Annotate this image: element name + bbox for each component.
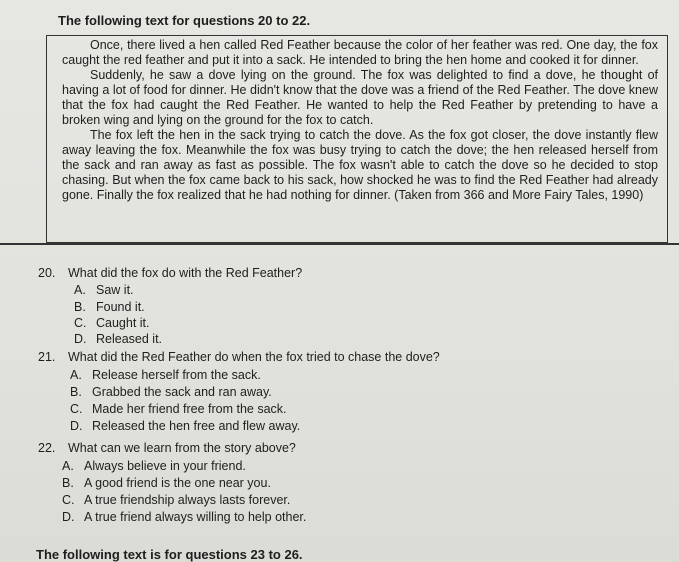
question-text: What did the Red Feather do when the fox tried to chase the dove? <box>68 350 440 364</box>
option-text: Release herself from the sack. <box>92 368 261 382</box>
question-text: What did the fox do with the Red Feather? <box>68 266 303 280</box>
next-section-heading: The following text is for questions 23 to 26. <box>36 547 303 562</box>
option-letter: A. <box>62 459 74 473</box>
option-letter: A. <box>74 283 86 297</box>
option-letter: B. <box>70 385 82 399</box>
option-21-d <box>70 419 300 433</box>
option-text: A true friendship always lasts forever. <box>84 493 291 507</box>
question-number: 20. <box>38 266 56 280</box>
option-text: Caught it. <box>96 316 150 330</box>
story-paragraph-1: Once, there lived a hen called Red Feather because the color of her feather was red. One day, the fox caught the red feather and put it into a sack. He intended to bring the hen home and cooked it for dinner. <box>62 38 658 67</box>
option-text: A good friend is the one near you. <box>84 476 271 490</box>
option-letter: C. <box>62 493 75 507</box>
option-text: Always believe in your friend. <box>84 459 246 473</box>
story-paragraph-3: The fox left the hen in the sack trying to catch the dove. As the fox got closer, the dove instantly flew away leaving the fox. Meanwhile the fox was busy trying to catch the dove; the hen released herself from the sack and ran away as fast as possible. The fox wasn't able to catch the dove so he decided to stop chasing. But when the fox came back to his sack, how shocked he was to find the Red Feather had already gone. Finally the fox realized that he had nothing for dinner. (Taken from 366 and More Fairy Tales, 1990) <box>62 128 658 202</box>
option-letter: C. <box>74 316 87 330</box>
option-text: Made her friend free from the sack. <box>92 402 287 416</box>
option-text: Found it. <box>96 300 145 314</box>
option-letter: D. <box>70 419 83 433</box>
option-text: Saw it. <box>96 283 134 297</box>
story-text <box>62 38 658 203</box>
option-text: Grabbed the sack and ran away. <box>92 385 272 399</box>
question-22 <box>38 441 296 455</box>
question-21 <box>38 350 440 364</box>
option-20-a <box>74 283 134 297</box>
option-20-d <box>74 332 162 346</box>
option-21-b <box>70 385 272 399</box>
question-number: 22. <box>38 441 56 455</box>
option-20-b <box>74 300 145 314</box>
option-22-d <box>62 510 306 524</box>
option-22-a <box>62 459 246 473</box>
option-letter: D. <box>74 332 87 346</box>
option-22-c <box>62 493 290 507</box>
option-text: Released it. <box>96 332 163 346</box>
option-letter: B. <box>74 300 86 314</box>
option-letter: D. <box>62 510 75 524</box>
question-number: 21. <box>38 350 56 364</box>
option-21-a <box>70 368 261 382</box>
option-letter: B. <box>62 476 74 490</box>
story-paragraph-2: Suddenly, he saw a dove lying on the ground. The fox was delighted to find a dove, he thought of having a lot of food for dinner. He didn't know that the dove was a friend of the Red Feather. The dove knew that the fox had caught the Red Feather. He wanted to help the Red Feather by pretending to have a broken wing and lying on the ground for the fox to catch. <box>62 68 658 127</box>
divider-line <box>0 243 679 245</box>
option-21-c <box>70 402 287 416</box>
option-20-c <box>74 316 150 330</box>
question-text: What can we learn from the story above? <box>68 441 296 455</box>
option-text: A true friend always willing to help other. <box>84 510 307 524</box>
question-20 <box>38 266 302 280</box>
option-text: Released the hen free and flew away. <box>92 419 301 433</box>
option-22-b <box>62 476 271 490</box>
section-heading: The following text for questions 20 to 22. <box>58 13 311 28</box>
option-letter: C. <box>70 402 83 416</box>
option-letter: A. <box>70 368 82 382</box>
